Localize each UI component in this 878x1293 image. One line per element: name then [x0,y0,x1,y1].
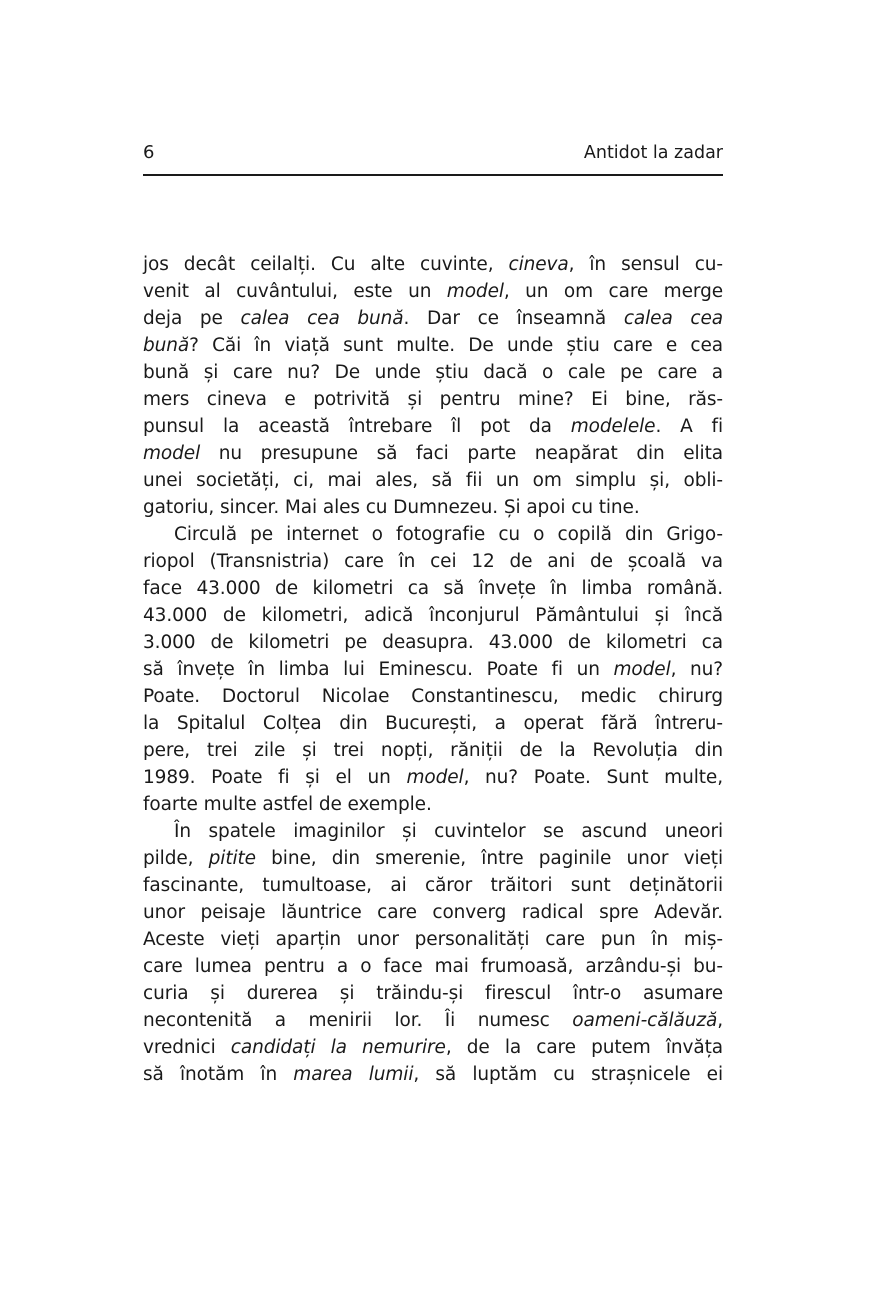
italic-text: model [613,659,671,680]
plain-text: bine, din smerenie, între paginile unor vieți [255,848,723,869]
text-line [143,1061,723,1088]
plain-text: bună și care nu? De unde știu dacă o cale pe care a [143,362,723,383]
plain-text: deja pe [143,308,241,329]
plain-text: punsul la această întrebare îl pot da [143,416,571,437]
plain-text: , nu? [670,659,724,680]
plain-text: 43.000 de kilometri, adică înconjurul Pământului și încă [143,605,723,626]
plain-text: curia și durerea și trăindu-și firescul într-o asumare [143,983,723,1004]
plain-text: venit al cuvântului, este un [143,281,447,302]
italic-text: modelele [570,416,656,437]
plain-text: Circulă pe internet o fotografie cu o copilă din Grigo- [174,524,723,545]
page-header [143,142,723,164]
italic-text: bună [143,335,190,356]
italic-text: cineva [508,254,569,275]
plain-text: face 43.000 de kilometri ca să învețe în limba română. [143,578,723,599]
plain-text: 1989. Poate fi și el un [143,767,407,788]
plain-text: unei societăți, ci, mai ales, să fii un om simplu și, obli- [143,470,723,491]
italic-text: candidați la nemurire [230,1037,446,1058]
plain-text: În spatele imaginilor și cuvintelor se ascund uneori [174,821,723,842]
plain-text: , de la care putem învăța [445,1037,723,1058]
text-line [143,737,723,764]
italic-text: pitite [208,848,256,869]
header-rule [143,174,723,176]
italic-text: model [446,281,504,302]
text-line [143,629,723,656]
italic-text: marea lumii [293,1064,414,1085]
text-line [143,899,723,926]
plain-text: foarte multe astfel de exemple. [143,794,432,815]
plain-text: Aceste vieți aparțin unor personalități care pun în miș- [143,929,723,950]
text-line [143,1034,723,1061]
text-line [143,953,723,980]
plain-text: vrednici [143,1037,231,1058]
text-line [143,575,723,602]
text-line [143,413,723,440]
italic-text: calea cea [623,308,723,329]
plain-text: , nu? Poate. Sunt multe, [463,767,723,788]
text-line [143,764,723,791]
plain-text: , un om care merge [503,281,723,302]
paragraph [143,818,723,1088]
text-line [143,359,723,386]
plain-text: 3.000 de kilometri pe deasupra. 43.000 de kilometri ca [143,632,723,653]
plain-text: unor peisaje lăuntrice care converg radical spre Adevăr. [143,902,723,923]
plain-text: fascinante, tumultoase, ai căror trăitori sunt deținătorii [143,875,723,896]
paragraph [143,521,723,818]
text-line [143,386,723,413]
text-line [143,521,723,548]
text-line [143,791,723,818]
plain-text: jos decât ceilalți. Cu alte cuvinte, [143,254,509,275]
plain-text: Poate. Doctorul Nicolae Constantinescu, medic chirurg [143,686,723,707]
italic-text: oameni-călăuză [572,1010,718,1031]
text-line [143,683,723,710]
text-line [143,926,723,953]
plain-text: riopol (Transnistria) care în cei 12 de ani de școală va [143,551,723,572]
text-line [143,602,723,629]
text-block [143,251,723,1088]
plain-text: pilde, [143,848,209,869]
text-line [143,1007,723,1034]
text-line [143,305,723,332]
text-line [143,278,723,305]
italic-text: model [143,443,201,464]
text-line [143,467,723,494]
text-line [143,818,723,845]
running-title: Antidot la zadar [583,143,723,163]
paragraph [143,251,723,521]
plain-text: , [717,1010,723,1031]
plain-text: la Spitalul Colțea din București, a operat fără întreru- [143,713,723,734]
text-line [143,710,723,737]
text-line [143,980,723,1007]
text-line [143,656,723,683]
text-line [143,440,723,467]
plain-text: necontenită a menirii lor. Îi numesc [143,1010,573,1031]
plain-text: pere, trei zile și trei nopți, răniții de la Revoluția din [143,740,723,761]
plain-text: gatoriu, sincer. Mai ales cu Dumnezeu. Și apoi cu tine. [143,497,640,518]
text-line [143,845,723,872]
plain-text: nu presupune să faci parte neapărat din elita [200,443,723,464]
plain-text: să învețe în limba lui Eminescu. Poate fi un [143,659,614,680]
plain-text: . Dar ce înseamnă [403,308,624,329]
text-line [143,548,723,575]
text-line [143,251,723,278]
text-line [143,872,723,899]
text-line [143,332,723,359]
text-line [143,494,723,521]
plain-text: să înotăm în [143,1064,294,1085]
plain-text: , să luptăm cu strașnicele ei [413,1064,723,1085]
page-number: 6 [143,142,155,163]
italic-text: model [406,767,464,788]
italic-text: calea cea bună [240,308,404,329]
plain-text: care lumea pentru a o face mai frumoasă, arzându-și bu- [143,956,723,977]
plain-text: , în sensul cu- [568,254,723,275]
plain-text: ? Căi în viață sunt multe. De unde știu care e cea [189,335,723,356]
plain-text: . A fi [655,416,724,437]
plain-text: mers cineva e potrivită și pentru mine? Ei bine, răs- [143,389,723,410]
